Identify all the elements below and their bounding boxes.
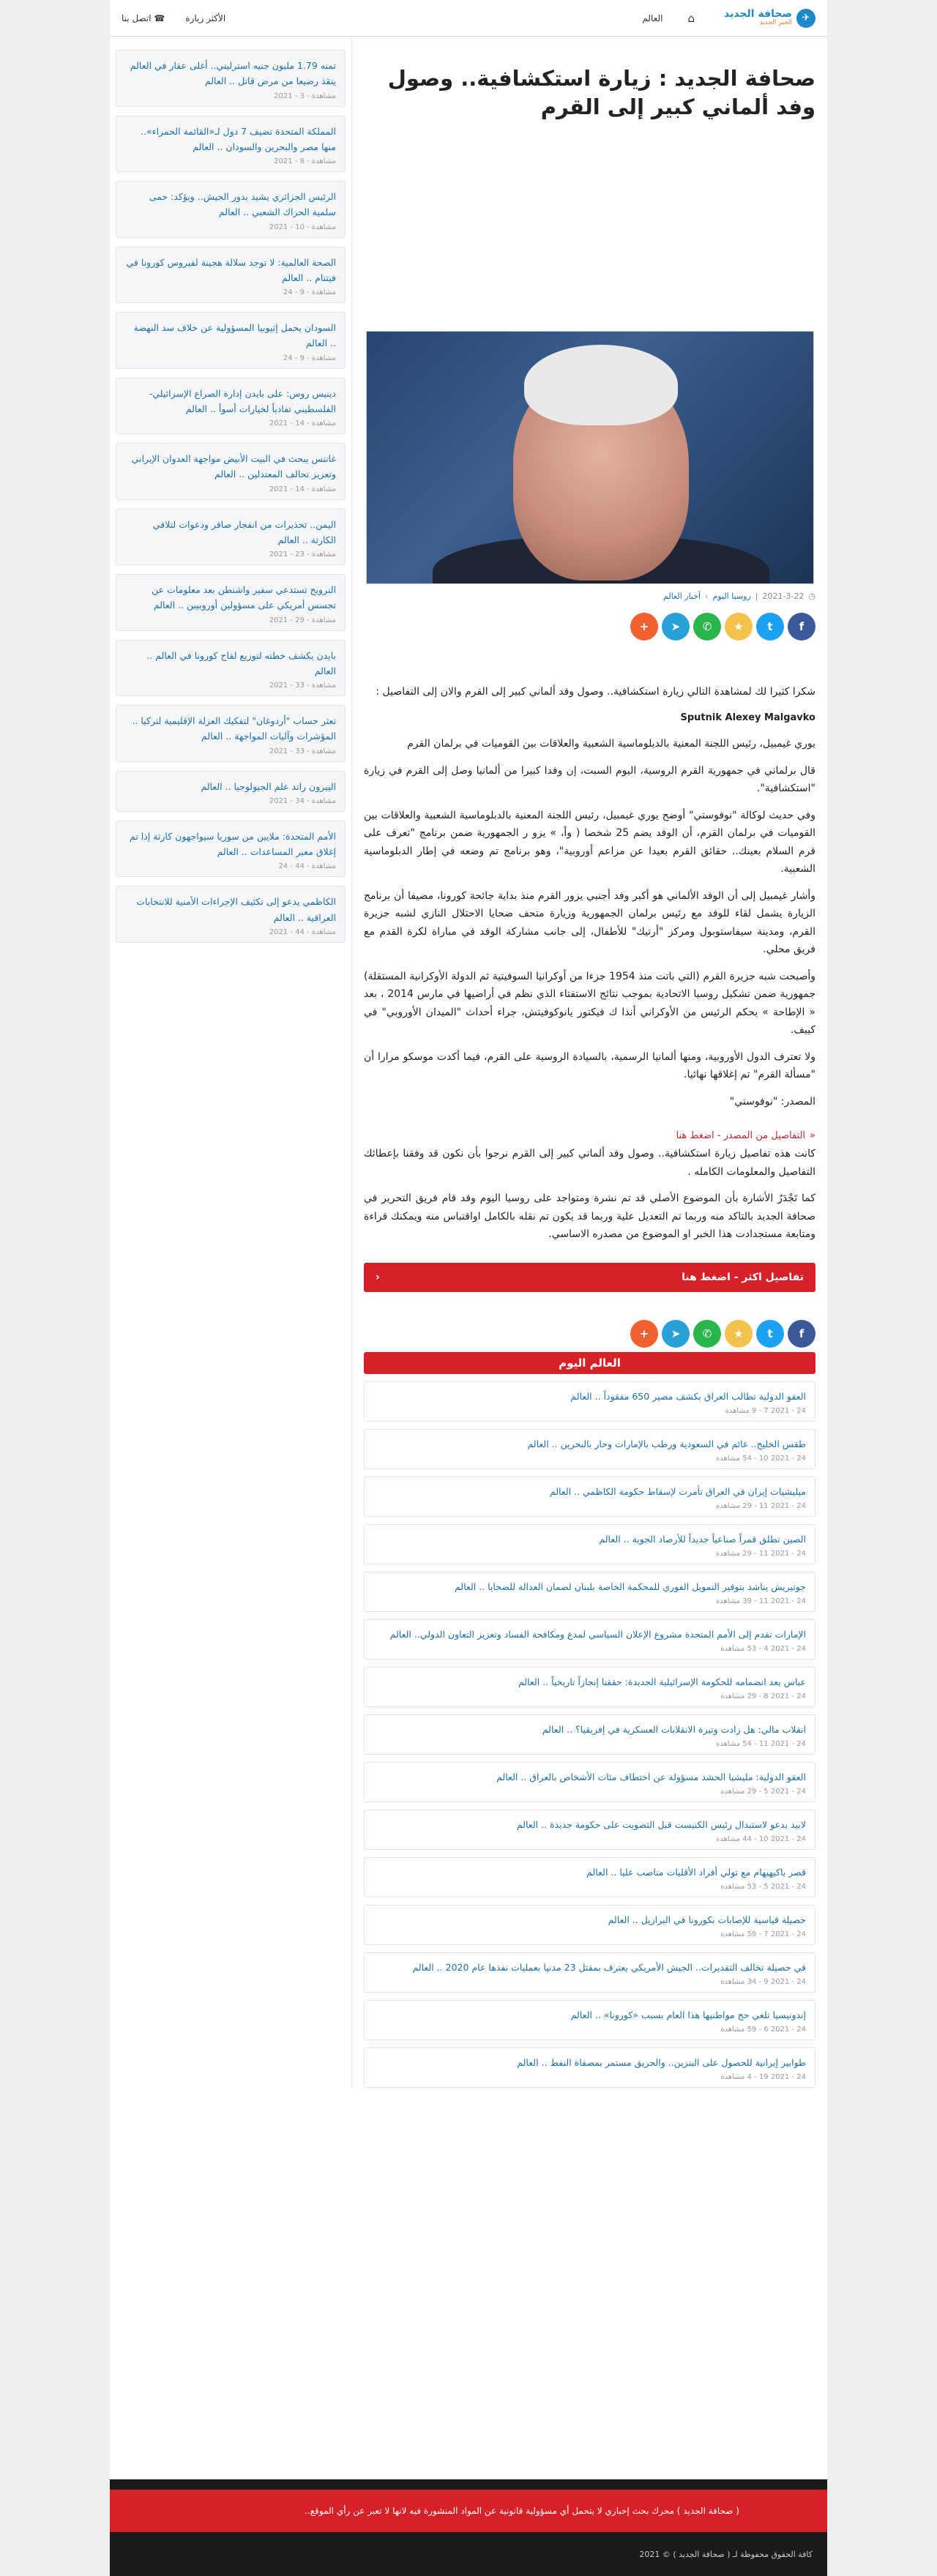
news-meta: 24 - 2021 10 - 44 مشاهدة [715, 1834, 806, 1843]
article-title: صحافة الجديد : زيارة استكشافية.. وصول وفد ألماني كبير إلى القرم [387, 66, 815, 120]
sidebar-news-title[interactable]: دينيس روس: على بايدن إدارة الصراع الإسرائيلي-الفلسطيني تفادياً لخيارات أسوأ .. العالم [149, 387, 336, 414]
sidebar-news-item[interactable] [116, 312, 346, 369]
news-meta: 24 - 2021 11 - 29 مشاهدة [715, 1501, 806, 1510]
news-title[interactable]: طقس الخليج.. غائم في السعودية ورطب بالإمارات وحار بالبحرين .. العالم [527, 1438, 806, 1449]
sidebar-news-title[interactable]: الأمم المتحدة: ملايين من سوريا سيواجهون كارثة إذا تم إغلاق معبر المساعدات .. العالم [129, 830, 336, 857]
share-buttons [364, 613, 815, 641]
sidebar-news-item[interactable] [116, 116, 346, 173]
telegram-share-button[interactable]: ➤ [662, 613, 690, 641]
sidebar-news-title[interactable]: الييرون راتد علم الجيولوجيا .. العالم [201, 780, 336, 792]
phone-icon: ☎ [151, 12, 165, 23]
share-buttons-bottom [364, 1320, 815, 1348]
world-news-item[interactable] [364, 1810, 815, 1850]
world-news-item[interactable] [364, 1619, 815, 1660]
category-link-2[interactable]: أخبار العالم [663, 591, 701, 601]
world-news-item[interactable] [364, 1429, 815, 1469]
sidebar-news-meta: مشاهدة - 44 - 24 [278, 862, 336, 871]
sidebar-news-meta: مشاهدة - 8 - 2021 [274, 157, 336, 165]
news-meta: 24 - 2021 4 - 53 مشاهدة [720, 1644, 806, 1653]
whatsapp-share-button[interactable]: ✆ [693, 1320, 721, 1348]
world-today-heading: العالم اليوم [364, 1352, 815, 1374]
sidebar-news-item[interactable] [116, 181, 346, 238]
top-links [122, 13, 225, 23]
more-share-button[interactable]: + [630, 1320, 658, 1348]
sidebar-news-meta: مشاهدة - 10 - 2021 [269, 223, 336, 231]
news-meta: 24 - 2021 6 - 59 مشاهدة [720, 2025, 806, 2034]
site-logo[interactable] [724, 9, 815, 28]
main-nav [642, 12, 695, 25]
sidebar-news-meta: مشاهدة - 14 - 2021 [269, 485, 336, 493]
world-news-item[interactable] [364, 2000, 815, 2040]
source-link-label: التفاصيل من المصدر - اضغط هنا [676, 1130, 806, 1142]
article-paragraph: شكرا كثيرا لك لمشاهدة التالي زيارة استكشافية.. وصول وفد ألماني كبير إلى القرم والان إلى التفاصيل : [376, 686, 815, 698]
source-link[interactable] [364, 1128, 815, 1145]
news-meta: 24 - 2021 5 - 53 مشاهدة [720, 1882, 806, 1891]
sidebar-news-title[interactable]: السودان يحمل إثيوبيا المسؤولية عن خلاف سد النهضة .. العالم [133, 322, 336, 349]
whatsapp-share-button[interactable]: ✆ [693, 613, 721, 641]
more-share-button[interactable]: + [630, 613, 658, 641]
brand-name: صحافة الجديد [724, 8, 792, 20]
world-news-item[interactable] [364, 1476, 815, 1517]
sidebar-news-title[interactable]: الكاظمي يدعو إلى تكثيف الإجراءات الأمنية للانتخابات العراقية .. العالم [136, 896, 336, 923]
news-meta: 24 - 2021 5 - 29 مشاهدة [720, 1787, 806, 1796]
facebook-share-button[interactable]: f [788, 613, 815, 641]
world-news-item[interactable] [364, 1905, 815, 1945]
meta-sep: | [755, 591, 758, 601]
facebook-share-button[interactable]: f [788, 1320, 815, 1348]
sidebar-news-title[interactable]: النرويج تستدعي سفير واشنطن بعد معلومات عن تجسس أمريكي على مسؤولين أوروبيين .. العالم [152, 584, 336, 611]
news-title[interactable]: انقلاب مالي: هل زادت وتيرة الانقلابات العسكرية في إفريقيا؟ .. العالم [542, 1723, 806, 1735]
sidebar-news-title[interactable]: اليمن.. تحذيرات من انفجار صافر ودعوات لتلافي الكارثة .. العالم [152, 518, 336, 545]
closing-paragraph: كانت هذه تفاصيل زيارة استكشافية.. وصول وفد ألماني كبير إلى القرم نرجوا بأن نكون قد وفقنا بإعطائك التفاصيل والمعلومات الكامله . [364, 1148, 815, 1178]
sidebar-news-meta: مشاهدة - 29 - 2021 [269, 616, 336, 624]
contact-label: اتصل بنا [122, 12, 152, 23]
article-paragraph: ولا تعترف الدول الأوروبية، ومنها ألمانيا الرسمية، بالسيادة الروسية على القرم، فيما أكدت موسكو مرارا أن "مسألة القرم" تم إغلاقها نهائيا. [364, 1050, 815, 1081]
news-meta: 24 - 2021 7 - 9 مشاهدة [725, 1406, 806, 1415]
article-column [351, 37, 827, 2088]
article-paragraph: يوري غيمبيل، رئيس اللجنة المعنية بالدبلوماسية الشعبية والعلاقات بين القوميات في برلمان القرم [407, 738, 815, 750]
twitter-share-button[interactable]: t [756, 1320, 784, 1348]
sidebar-news-item[interactable] [116, 443, 346, 500]
news-title[interactable]: قصر باكيهيهام مع تولي أفراد الأقليات مناصب عليا .. العالم [586, 1866, 806, 1878]
main-wrap [110, 37, 827, 2088]
favorite-star-button[interactable]: ★ [725, 613, 753, 641]
news-meta: 24 - 2021 11 - 54 مشاهدة [715, 1739, 806, 1748]
world-news-item[interactable] [364, 1667, 815, 1707]
sidebar-news-meta: مشاهدة - 3 - 2021 [274, 92, 336, 100]
sidebar-news-title[interactable]: غانتس يبحث في البيت الأبيض مواجهة العدوان الإيراني وتعزيز تحالف المعتدلين .. العالم [131, 453, 336, 480]
sidebar-news-meta: مشاهدة - 33 - 2021 [269, 747, 336, 755]
world-news-item[interactable] [364, 1572, 815, 1612]
more-details-label: تفاصيل اكثر - اضغط هنا [682, 1271, 804, 1283]
news-meta: 24 - 2021 11 - 39 مشاهدة [715, 1597, 806, 1605]
sidebar-news-meta: مشاهدة - 23 - 2021 [269, 550, 336, 559]
sidebar-news-item[interactable] [116, 821, 346, 878]
world-news-item[interactable] [364, 1381, 815, 1422]
sidebar-news-item[interactable] [116, 50, 346, 107]
favorite-star-button[interactable]: ★ [725, 1320, 753, 1348]
news-title[interactable]: إندونيسيا تلغي حج مواطنيها هذا العام بسبب «كورونا» .. العالم [570, 2009, 806, 2020]
footer-copyright [110, 2532, 827, 2576]
article-meta [364, 591, 815, 601]
sidebar-news-meta: مشاهدة - 44 - 2021 [269, 927, 336, 936]
photo-credit: Sputnik Alexey Malgavko [680, 712, 815, 723]
sidebar [110, 37, 351, 2088]
news-title[interactable]: حصيلة قياسية للإصابات بكورونا في البرازيل .. العالم [608, 1914, 806, 1925]
footer-disclaimer [110, 2479, 827, 2532]
world-news-item[interactable] [364, 1857, 815, 1897]
news-title[interactable]: الصين تطلق قمراً صناعياً جديداً للأرصاد الجوية .. العالم [599, 1533, 806, 1545]
disclaimer-text: ( صحافة الجديد ) محرك بحث إخباري لا يتحمل أي مسؤولية قانونية عن المواد المنشورة فيه لانها لا تعبر عن رأي الموقع.. [305, 2506, 739, 2516]
article-body [364, 683, 815, 1244]
more-details-button[interactable] [364, 1263, 815, 1292]
news-meta: 24 - 2021 8 - 29 مشاهدة [720, 1692, 806, 1700]
article-paragraph: قال برلماني في جمهورية القرم الروسية، اليوم السبت، إن وفدا كبيرا من ألمانيا وصل إلى القرم في زيارة "استكشافية". [364, 764, 815, 795]
sidebar-news-item[interactable] [116, 886, 346, 943]
sidebar-news-item[interactable] [116, 771, 346, 812]
copyright-text: كافة الحقوق محفوظة لـ ( صحافة الجديد ) © 2021 [639, 2549, 813, 2559]
world-today-list [364, 1381, 815, 2088]
contact-link[interactable] [122, 13, 165, 23]
sidebar-news-item[interactable] [116, 509, 346, 566]
sidebar-news-meta: مشاهدة - 9 - 24 [283, 354, 336, 362]
logo-icon: ✈ [796, 9, 815, 28]
most-visited-link[interactable]: الأكثر زيارة [185, 12, 226, 23]
top-navbar [110, 0, 827, 37]
sidebar-news-title[interactable]: تمنه 1.79 مليون جنيه استرليني.. أغلى عقار في العالم ينقذ رضيعا من مرض قاتل .. العالم [130, 60, 336, 87]
article-paragraph: وفي حديث لوكالة "نوفوستي" أوضح يوري غيمبيل، رئيس اللجنة المعنية بالدبلوماسية الشعبية والعلاقات بين القوميات في برلمان القرم، أن الوفد يضم 25 شخصا ( وأ، » يزو ر الجمهورية ضمن برنامج "تعرف على قرم السلام بعينك.. حقائق القرم بعيدا عن مزاعم أوروبية"، وهو برنامج تم وضعه في إطار الدبلوماسية الشعبية. [364, 809, 816, 876]
brand-tagline: الخبر الجديد [759, 19, 792, 27]
telegram-share-button[interactable]: ➤ [662, 1320, 690, 1348]
news-title[interactable]: العفو الدولية تطالب العراق بكشف مصير 650 مفقوداً .. العالم [570, 1390, 806, 1402]
sidebar-news-meta: مشاهدة - 9 - 24 [283, 288, 336, 296]
sidebar-news-meta: مشاهدة - 34 - 2021 [269, 796, 336, 805]
news-meta: 24 - 2021 11 - 29 مشاهدة [715, 1549, 806, 1558]
sidebar-news-item[interactable] [116, 640, 346, 697]
category-link-1[interactable]: روسيا اليوم [712, 591, 751, 601]
hero-shape-hair [524, 345, 678, 425]
world-news-item[interactable] [364, 1714, 815, 1755]
sidebar-news-title[interactable]: تعثر حساب "أردوغان" لتفكيك العزلة الإقليمية لتركيا .. المؤشرات وآليات المواجهة .. العالم [132, 715, 336, 742]
footer [110, 2479, 827, 2576]
news-meta: 24 - 2021 9 - 34 مشاهدة [720, 1977, 806, 1986]
news-title[interactable]: طوابير إيرانية للحصول على البنزين.. والحريق مستمر بمصفاة النفط .. العالم [517, 2056, 806, 2068]
article-hero-image [366, 331, 814, 584]
sidebar-news-title[interactable]: الصحة العالمية: لا توجد سلالة هجينة لفيروس كورونا في فيتنام .. العالم [126, 256, 336, 283]
double-chevron-icon: « [810, 1130, 815, 1142]
news-title[interactable]: لابيد يدعو لاستبدال رئيس الكنيست قبل التصويت على حكومة جديدة .. العالم [516, 1818, 806, 1830]
sidebar-news-meta: مشاهدة - 14 - 2021 [269, 419, 336, 428]
sidebar-news-item[interactable] [116, 378, 346, 435]
page [110, 0, 827, 2576]
twitter-share-button[interactable]: t [756, 613, 784, 641]
clock-icon: ◷ [808, 591, 815, 601]
closing-paragraph: كما تَجْدَرُ الأشارة بأن الموضوع الأصلي قد تم نشرة ومتواجد على روسيا اليوم وقد قام فريق التحرير في صحافة الجديد بالتاكد منه وربما تم التعديل علية وربما قد يكون تم نقله بالكامل اواقتباس منه ويمكنك قراءة ومتابعة مستجدادت هذا الخبر او الموضوع من مصدره الاساسي. [364, 1192, 815, 1240]
news-title[interactable]: ميليشيات إيران في العراق تأمرت لإسقاط حكومة الكاظمي .. العالم [549, 1485, 806, 1497]
meta-sep-2: › [705, 591, 709, 601]
home-icon[interactable]: ⌂ [687, 11, 695, 25]
sidebar-news-meta: مشاهدة - 33 - 2021 [269, 682, 336, 690]
sidebar-news-title[interactable]: المملكة المتحدة تضيف 7 دول لـ«القائمة الحمراء».. منها مصر والبحرين والسودان .. العالم [141, 125, 336, 152]
news-meta: 24 - 2021 7 - 59 مشاهدة [720, 1930, 806, 1938]
news-title[interactable]: جوتيريش يناشد بتوفير التمويل الفوري للمحكمة الخاصة بلبنان لضمان العدالة للضحايا .. العالم [454, 1580, 806, 1592]
sidebar-news-title[interactable]: الرئيس الجزائري يشيد بدور الجيش.. ويؤكد: حمى سلمية الحراك الشعبي .. العالم [149, 191, 336, 218]
sidebar-news-item[interactable] [116, 247, 346, 304]
news-title[interactable]: العفو الدولية: مليشيا الحشد مسؤولة عن اختطاف مئات الأشخاص بالعراق .. العالم [496, 1771, 806, 1782]
article-paragraph: وأشار غيمبيل إلى أن الوفد الألماني هو أكبر وفد أجنبي يزور القرم منذ بداية جائحة كورونا، مضيفا أن برنامج الزيارة يشمل لقاء للوفد مع رئيس برلمان الجمهورية وزيارة متحف ضحايا الاحتلال النازي لشبه جزيرة القرم، ومدينة سيفاستوبول ومركز "أرتيك" للأطفال، إلى جانب مشاركة الوفد في مباراة لكرة القدم مع فريق محلي. [364, 889, 815, 956]
sidebar-news-title[interactable]: بايدن يكشف خطته لتوزيع لقاح كورونا في العالم .. العالم [146, 649, 336, 676]
world-news-item[interactable] [364, 1762, 815, 1802]
nav-world[interactable]: العالم [642, 12, 663, 23]
article-paragraph: المصدر: "نوفوستي" [729, 1095, 815, 1108]
world-news-item[interactable] [364, 1524, 815, 1564]
news-meta: 24 - 2021 10 - 54 مشاهدة [715, 1454, 806, 1463]
sidebar-news-item[interactable] [116, 705, 346, 762]
news-meta: 24 - 2021 19 - 4 مشاهدة [720, 2072, 806, 2081]
world-news-item[interactable] [364, 1952, 815, 1993]
news-title[interactable]: عباس يعد انضمامه للحكومة الإسرائيلية الجديدة: حققنا إنجازاً تاريخياً .. العالم [518, 1676, 806, 1687]
news-title[interactable]: في حصيلة تخالف التقديرات.. الجيش الأمريكي يعترف بمقتل 23 مدنيا بعمليات نفذها عام 2020 .. العالم [412, 1961, 806, 1973]
sidebar-news-item[interactable] [116, 574, 346, 631]
article-paragraph: وأصبحت شبه جزيرة القرم (التي باتت منذ 1954 جزءا من أوكرانيا السوفيتية ثم الدولة الأوكرانية المستقلة) جمهورية ضمن تشكيل روسيا الاتحادية بموجب نتائج الاستفتاء الذي نظم في أراضيها في مارس 2014 ، بعد « الإطاحة » بحكم الرئيس من الأوكراني أنذا ك فيكتور يانوكوفيتش، جراء أحداث "الميدان الأوروبي" في كييف. [364, 970, 816, 1037]
article-date: 2021-3-22 [762, 591, 805, 601]
news-title[interactable]: الإمارات تقدم إلى الأمم المتحدة مشروع الإعلان السياسي لمدع ومكافحة الفساد وتعزيز التعاون الدولي.. العالم [389, 1628, 806, 1640]
world-news-item[interactable] [364, 2047, 815, 2088]
chevron-left-icon: ‹ [376, 1271, 380, 1283]
